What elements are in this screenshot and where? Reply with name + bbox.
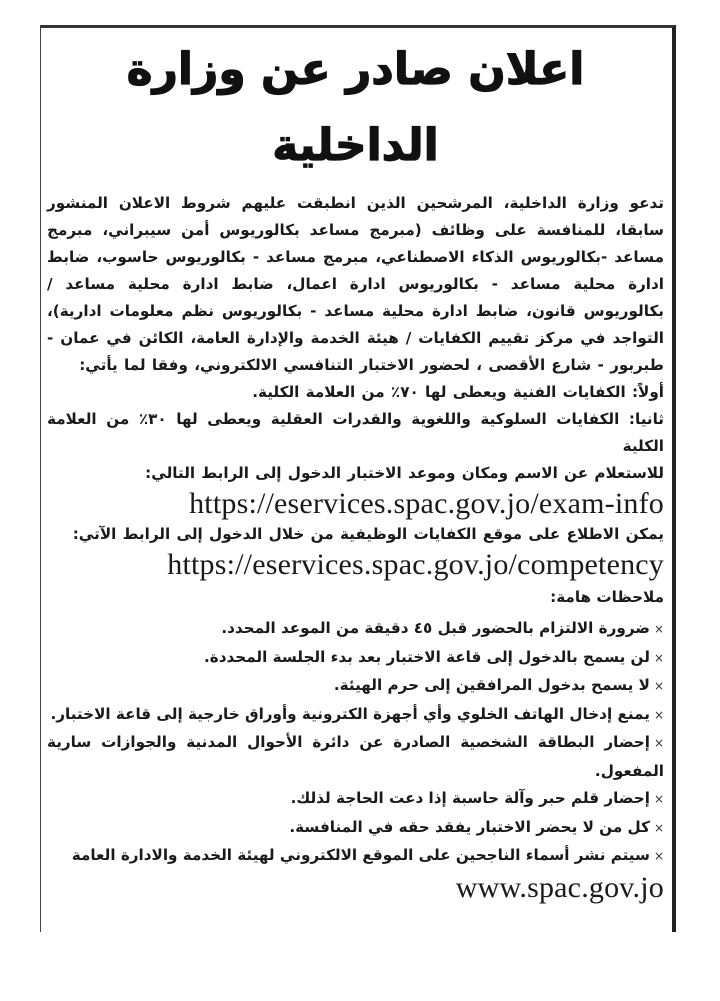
x-mark-icon: × (653, 707, 664, 722)
notice-box (40, 25, 676, 932)
note-text: ضرورة الالتزام بالحضور قبل ٤٥ دقيقة من الموعد المحدد. (221, 619, 650, 637)
intro-paragraph: تدعو وزارة الداخلية، المرشحين الذين انطبقت عليهم شروط الاعلان المنشور سابقا، للمنافسة على وظائف (مبرمج مساعد بكالوريوس أمن سيبراني، مبرمج مساعد -بكالوريوس الذكاء الاصطناعي، مبرمج مساعد - بكالوريوس حاسوب، ضابط ادارة محلية مساعد - بكالوريوس ادارة اعمال، ضابط ادارة محلية مساعد / بكالوريوس قانون، ضابط ادارة محلية مساعد - بكالوريوس نظم معلومات ادارية)، التواجد في مركز تقييم الكفايات / هيئة الخدمة والإدارة العامة، الكائن في عمان - طبربور - شارع الأقصى ، لحضور الاختبار التنافسي الالكتروني، وفقا لما يأتي: (47, 194, 664, 374)
note-text: إحضار قلم حبر وآلة حاسبة إذا دعت الحاجة لذلك. (290, 789, 650, 807)
competency-text: يمكن الاطلاع على موقع الكفايات الوظيفية من خلال الدخول إلى الرابط الآتي: (72, 525, 664, 543)
note-text: لا يسمح بدخول المرافقين إلى حرم الهيئة. (333, 676, 650, 694)
first-criterion: أولاً: الكفايات الفنية ويعطى لها ٧٠٪ من العلامة الكلية. (252, 383, 664, 401)
second-criterion: ثانيا: الكفايات السلوكية واللغوية والقدرات العقلية ويعطى لها ٣٠٪ من العلامة الكلية (47, 410, 665, 455)
website-link[interactable]: www.spac.gov.jo (455, 870, 664, 904)
notes-heading: ملاحظات هامة: (550, 588, 664, 606)
notice-title: اعلان صادر عن وزارة الداخلية (126, 44, 585, 171)
note-text: إحضار البطاقة الشخصية الصادرة عن دائرة الأحوال المدنية والجوازات سارية المفعول. (47, 733, 664, 780)
note-item (47, 701, 664, 730)
x-mark-icon: × (653, 622, 664, 636)
note-text: سيتم نشر أسماء الناجحين على الموقع الالكتروني لهيئة الخدمة والادارة العامة (71, 846, 650, 864)
exam-info-link[interactable]: https://eservices.spac.gov.jo/exam-info (189, 487, 664, 520)
note-item (47, 644, 664, 673)
x-mark-icon: × (653, 650, 664, 665)
note-item (47, 615, 664, 644)
notice-content (41, 32, 672, 905)
note-text: لن يسمح بالدخول إلى قاعة الاختبار بعد بدء الجلسة المحددة. (204, 647, 650, 666)
x-mark-icon: × (653, 736, 664, 750)
note-item (47, 729, 664, 785)
x-mark-icon: × (653, 849, 664, 863)
x-mark-icon: × (653, 679, 664, 693)
note-item (47, 785, 664, 814)
x-mark-icon: × (653, 792, 664, 806)
competency-link[interactable]: https://eservices.spac.gov.jo/competency (167, 548, 664, 581)
note-text: كل من لا يحضر الاختبار يفقد حقه في المنافسة. (289, 817, 650, 836)
note-item (47, 814, 664, 843)
note-item (47, 672, 664, 701)
inquiry-text: للاستعلام عن الاسم ومكان وموعد الاختبار الدخول إلى الرابط التالي: (145, 464, 664, 482)
x-mark-icon: × (653, 820, 664, 835)
note-text: يمنع إدخال الهاتف الخلوي وأي أجهزة الكترونية وأوراق خارجية إلى قاعة الاختبار. (50, 704, 650, 723)
note-item (47, 842, 664, 871)
